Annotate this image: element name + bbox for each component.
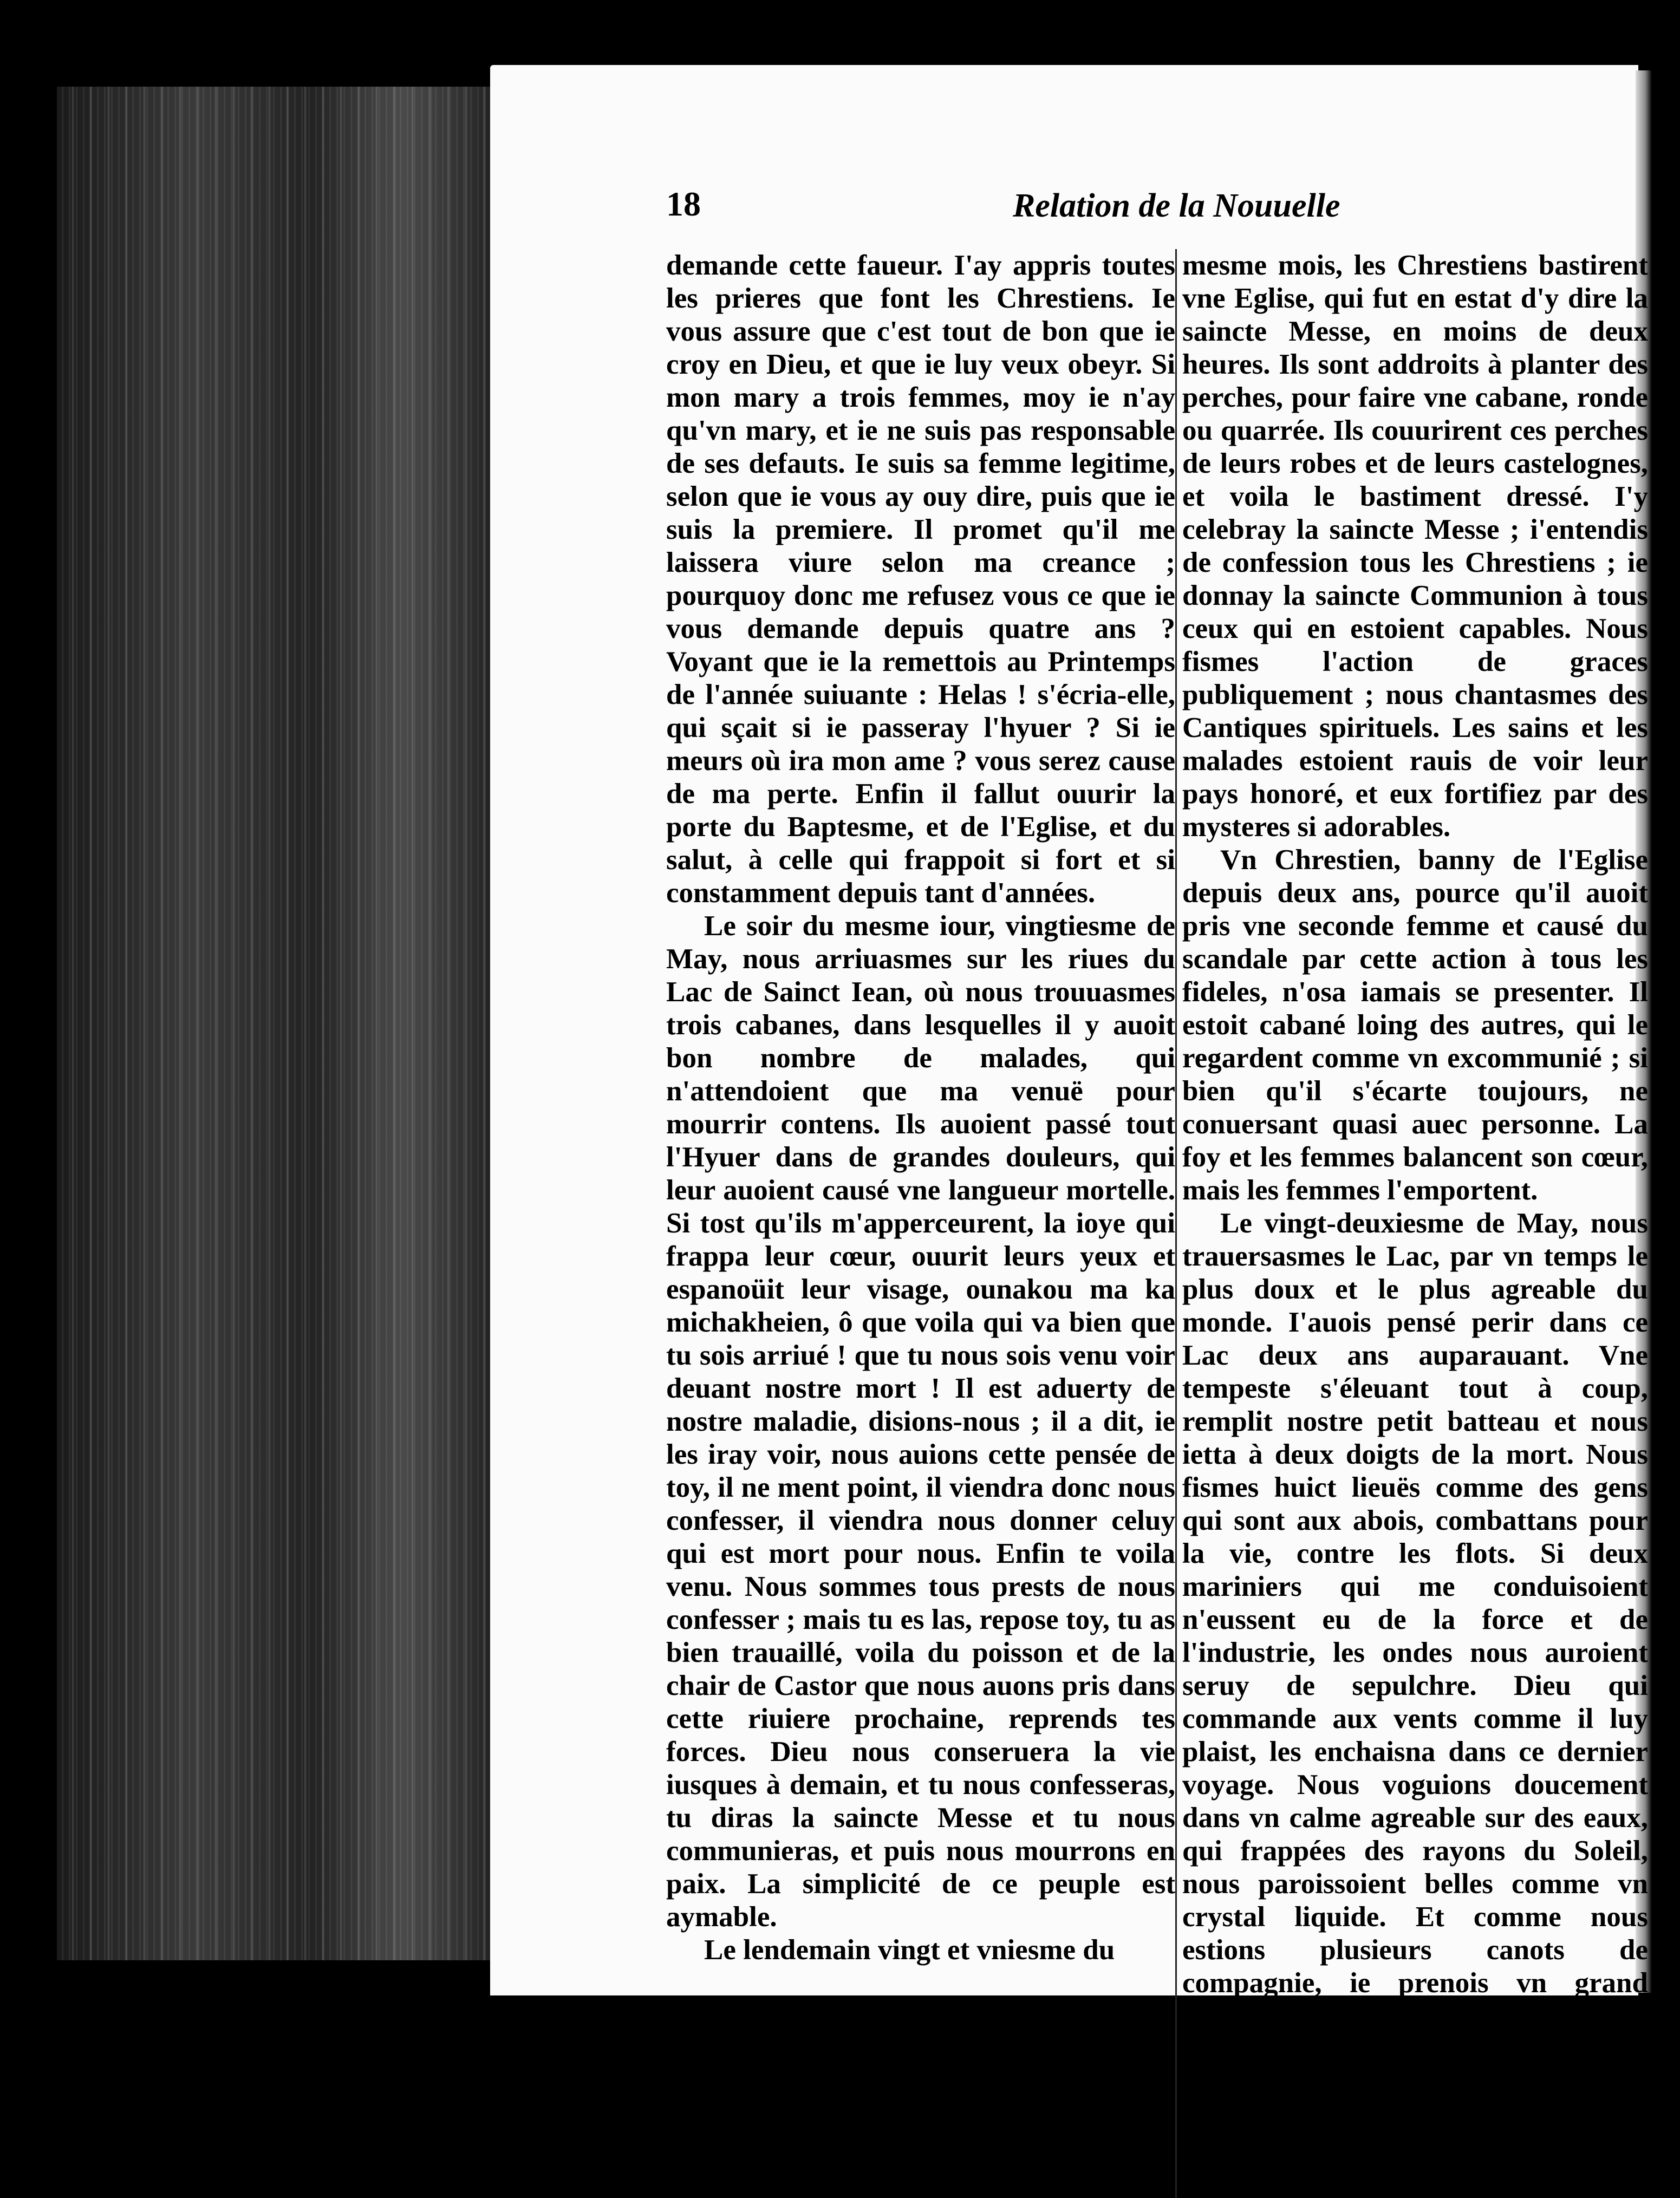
paragraph: mesme mois, les Chrestiens bastirent vne Eglise, qui fut en estat d'y dire la saincte Messe, en moins de deux heures. Ils sont addroits à planter des perches, pour faire vne cabane, ronde ou quarrée. Ils couurirent ces perches de leurs robes et de leurs castelognes, et voila le bastiment dressé. I'y celebray la saincte Messe ; i'entendis de confession tous les Chrestiens ; ie donnay la saincte Communion à tous ceux qui en estoient capables. Nous fismes l'action de graces publiquement ; nous chantasmes des Cantiques spirituels. Les sains et les malades estoient rauis de voir leur pays honoré, et eux fortifiez par des mysteres si adorables. <box>1182 250 1648 843</box>
paragraph: Le vingt-deuxiesme de May, nous trauersasmes le Lac, par vn temps le plus doux et le plus agreable du monde. I'auois pensé perir dans ce Lac deux ans auparauant. Vne tempeste s'éleuant tout à coup, remplit nostre petit batteau et nous ietta à deux doigts de la mort. Nous fismes huict lieuës comme des gens qui sont aux abois, combattans pour la vie, contre les flots. Si deux mariniers qui me conduisoient n'eussent eu de la force et de l'industrie, les ondes nous auroient seruy de sepulchre. Dieu qui commande aux vents comme il luy plaist, les enchaisna dans ce dernier voyage. Nous voguions doucement dans vn calme agreable sur des eaux, qui frappées des rayons du Soleil, nous paroissoient belles comme vn crystal liquide. Et comme nous estions plusieurs canots de compagnie, ie prenois vn grand plaisir dans les diuers discours de nos Sauuages. Vne femme entr'autres raconta ce qui suit : Il y a dix Lunes ou enuiron, que trauersant ce Lac, vne tempeste nous accueillit, les vagues nous <box>1182 1208 1648 2197</box>
running-title: Relation de la Nouuelle <box>1013 187 1340 224</box>
right-text-column <box>1175 249 1648 2198</box>
paragraph: demande cette faueur. I'ay appris toutes les prieres que font les Chrestiens. Ie vous assure que c'est tout de bon que ie croy en Dieu, et que ie luy veux obeyr. Si mon mary a trois femmes, moy ie n'ay qu'vn mary, et ie ne suis pas responsable de ses defauts. Ie suis sa femme legitime, selon que ie vous ay ouy dire, puis que ie suis la premiere. Il promet qu'il me laissera viure selon ma creance ; pourquoy donc me refusez vous ce que ie vous demande depuis quatre ans ? Voyant que ie la remettois au Printemps de l'année suiuante : Helas ! s'écria-elle, qui sçait si ie passeray l'hyuer ? Si ie meurs où ira mon ame ? vous serez cause de ma perte. Enfin il fallut ouurir la porte du Baptesme, et de l'Eglise, et du salut, à celle qui frappoit si fort et si constamment depuis tant d'années. <box>666 250 1175 909</box>
paragraph: Vn Chrestien, banny de l'Eglise depuis deux ans, pource qu'il auoit pris vne seconde femme et causé du scandale par cette action à tous les fideles, n'osa iamais se presenter. Il estoit cabané loing des autres, qui le regardent comme vn excommunié ; si bien qu'il s'écarte toujours, ne conuersant quasi auec personne. La foy et les femmes balancent son cœur, mais les femmes l'emportent. <box>1182 844 1648 1206</box>
paragraph: Le soir du mesme iour, vingtiesme de May, nous arriuasmes sur les riues du Lac de Sainct Iean, où nous trouuasmes trois cabanes, dans lesquelles il y auoit bon nombre de malades, qui n'attendoient que ma venuë pour mourrir contens. Ils auoient passé tout l'Hyuer dans de grandes douleurs, qui leur auoient causé vne langueur mortelle. Si tost qu'ils m'apperceurent, la ioye qui frappa leur cœur, ouurit leurs yeux et espanoüit leur visage, ounakou ma ka michakheien, ô que voila qui va bien que tu sois arriué ! que tu nous sois venu voir deuant nostre mort ! Il est aduerty de nostre maladie, disions-nous ; il a dit, ie les iray voir, nous auions cette pensée de toy, il ne ment point, il viendra donc nous confesser, il viendra nous donner celuy qui est mort pour nous. Enfin te voila venu. Nous sommes tous prests de nous confesser ; mais tu es las, repose toy, tu as bien trauaillé, voila du poisson et de la chair de Castor que nous auons pris dans cette riuiere prochaine, reprends tes forces. Dieu nous conseruera la vie iusques à demain, et tu nous confesseras, tu diras la saincte Messe et tu nous communieras, et puis nous mourrons en paix. La simplicité de ce peuple est aymable. <box>666 910 1175 1933</box>
page-number: 18 <box>666 185 701 223</box>
left-text-column <box>666 249 1175 1967</box>
book-spine-edge <box>57 87 517 1960</box>
paragraph: Le lendemain vingt et vniesme du <box>704 1934 1115 1966</box>
